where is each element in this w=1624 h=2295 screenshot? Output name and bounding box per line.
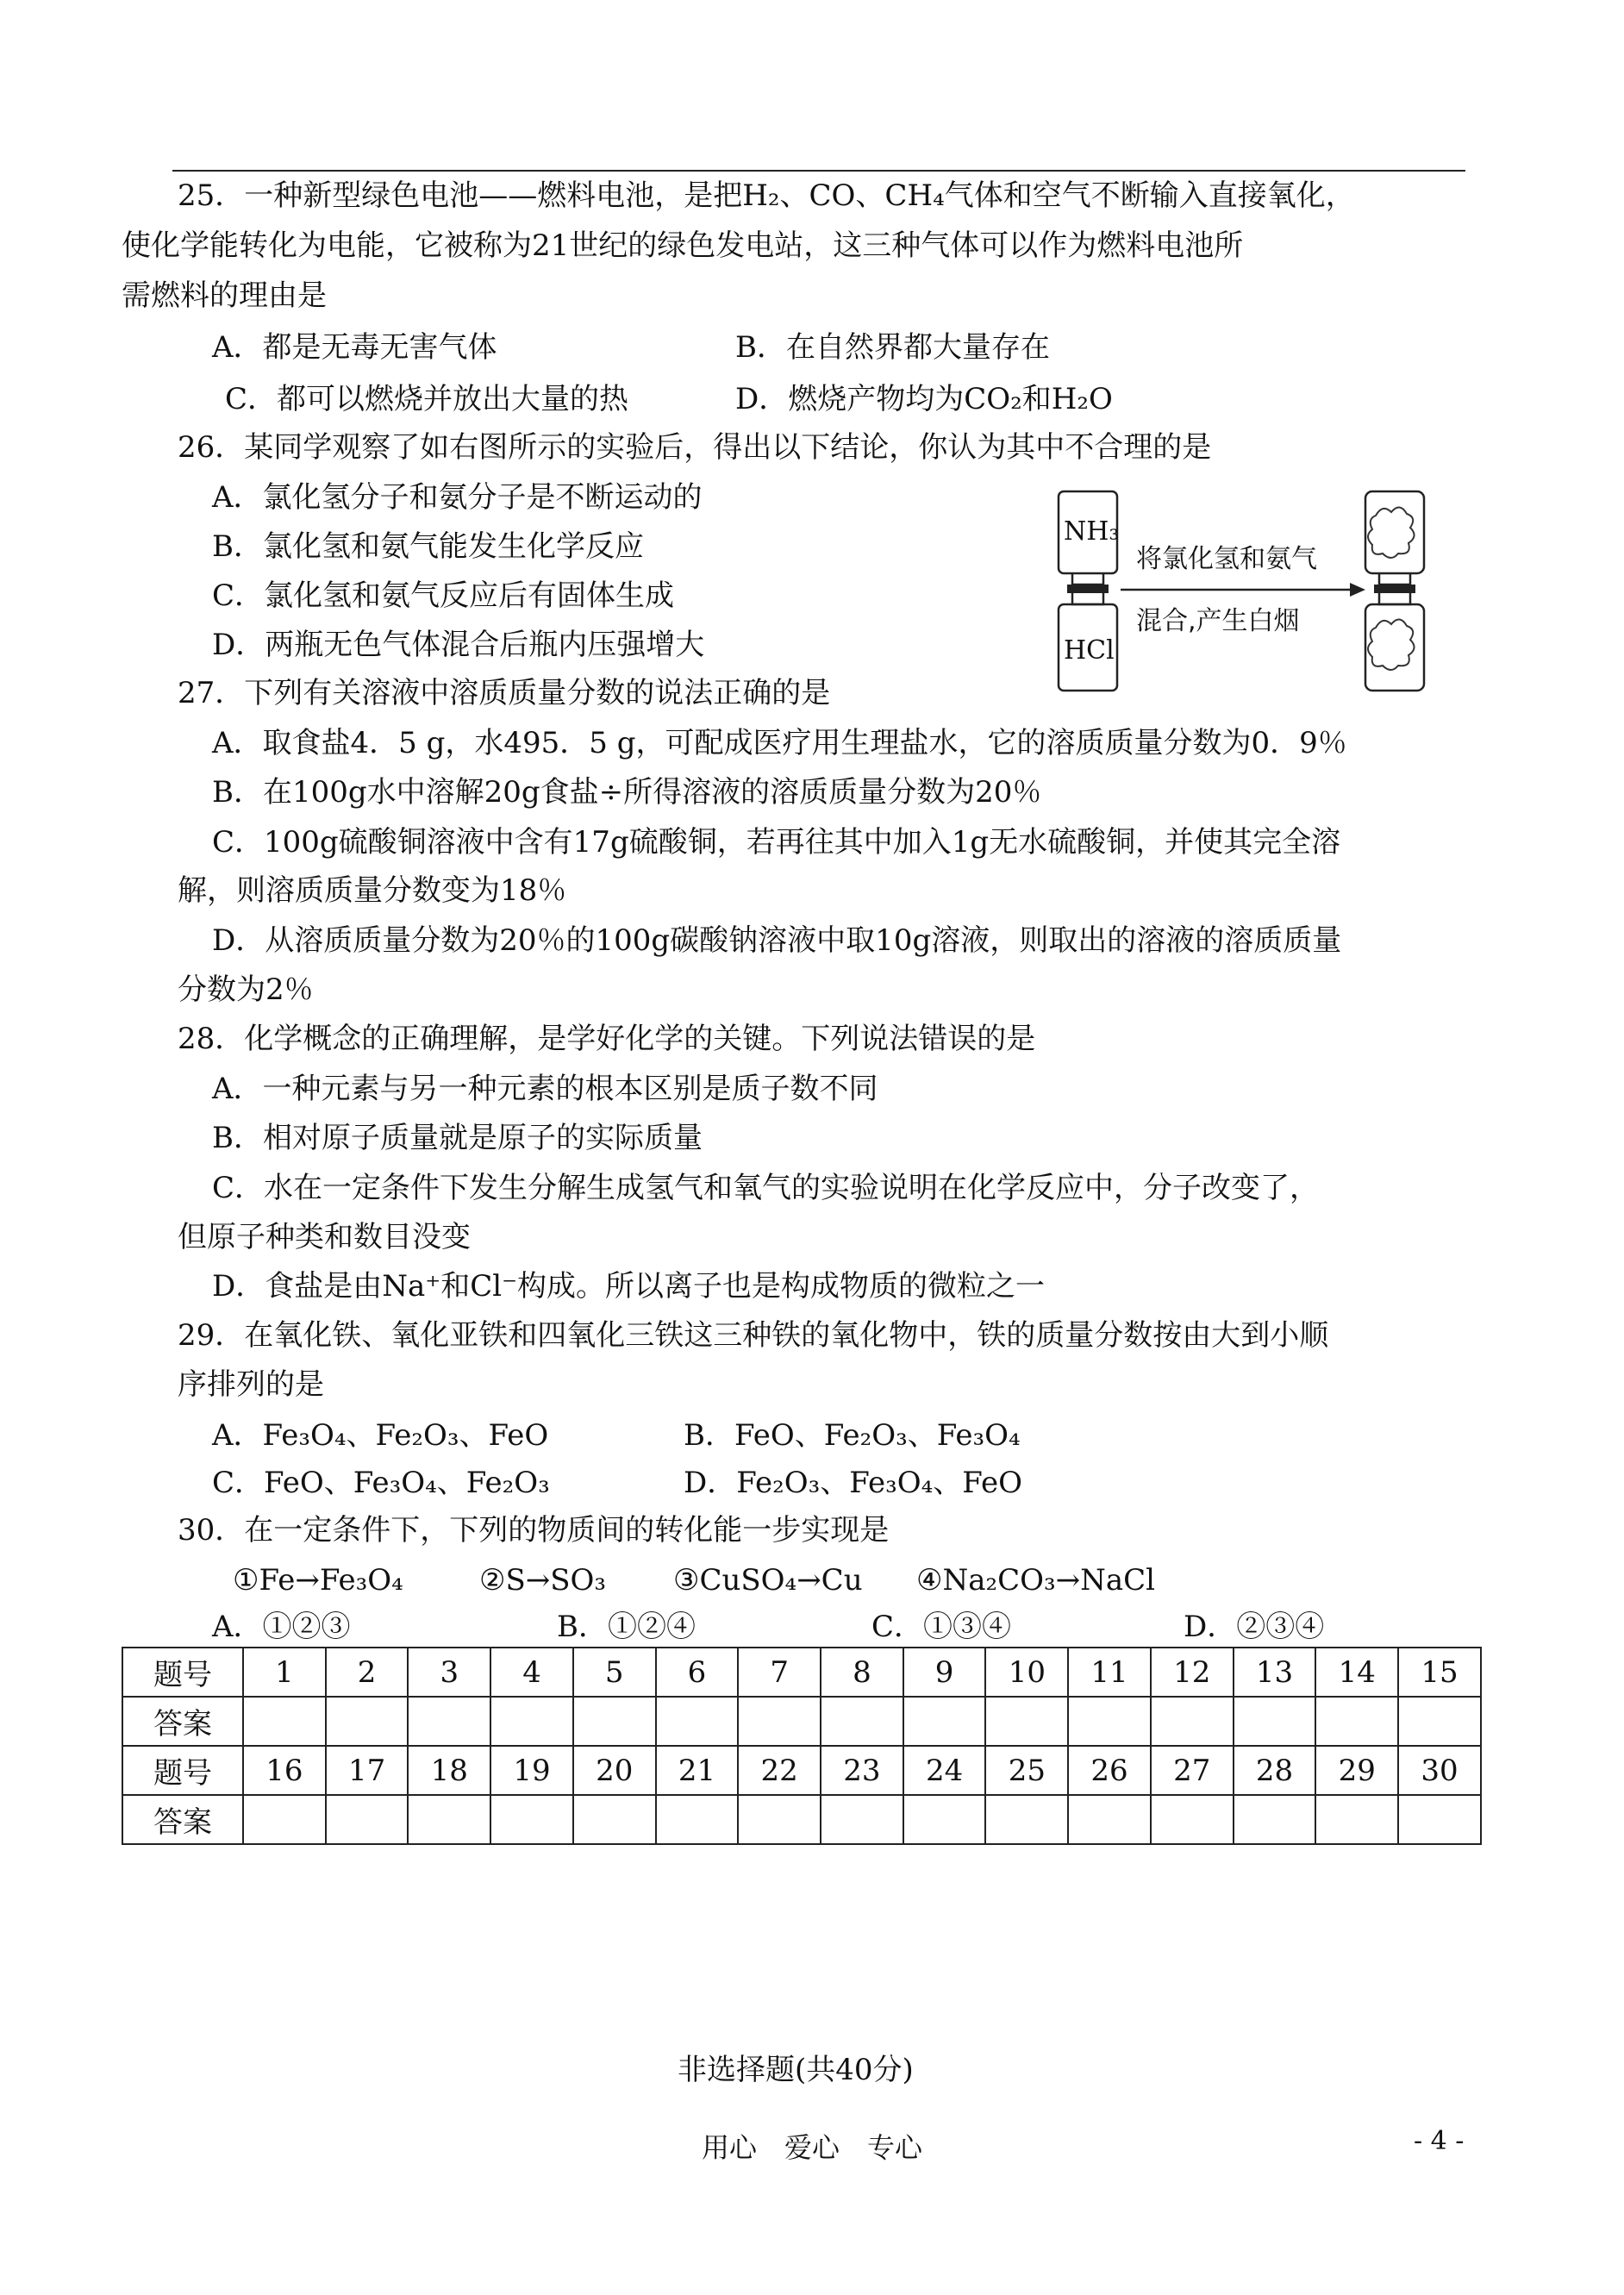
q30-item-2: ②S→SO₃ [479, 1563, 607, 1598]
question-number: 26 [1068, 1746, 1151, 1795]
nh3-label: NH₃ [1064, 516, 1120, 547]
answer-cell[interactable] [821, 1795, 903, 1844]
q25-option-b: B．在自然界都大量存在 [735, 330, 1050, 365]
q30-item-1: ①Fe→Fe₃O₄ [233, 1563, 403, 1598]
section-title: 非选择题(共40分) [678, 2053, 914, 2087]
q26-option-a: A．氯化氢分子和氨分子是不断运动的 [212, 480, 703, 515]
q29-option-d: D．Fe₂O₃、Fe₃O₄、FeO [684, 1466, 1022, 1500]
q30-item-3: ③CuSO₄→Cu [673, 1563, 863, 1598]
table-header-no: 题号 [122, 1746, 243, 1795]
answer-cell[interactable] [656, 1697, 739, 1746]
answer-cell[interactable] [326, 1697, 409, 1746]
table-row [122, 1697, 1481, 1746]
q28-option-a: A．一种元素与另一种元素的根本区别是质子数不同 [212, 1072, 878, 1106]
q25-line-2: 使化学能转化为电能，它被称为21世纪的绿色发电站，这三种气体可以作为燃料电池所 [122, 228, 1244, 263]
table-row [122, 1746, 1481, 1795]
answer-cell[interactable] [738, 1795, 821, 1844]
page-number: - 4 - [1414, 2126, 1465, 2156]
answer-cell[interactable] [326, 1795, 409, 1844]
answer-cell[interactable] [408, 1795, 490, 1844]
page-footer: 用心 爱心 专心 [701, 2131, 922, 2164]
answer-cell[interactable] [1398, 1697, 1481, 1746]
q25-option-d: D．燃烧产物均为CO₂和H₂O [735, 382, 1113, 416]
q25-option-c: C．都可以燃烧并放出大量的热 [225, 382, 629, 416]
table-header-answer: 答案 [122, 1795, 243, 1844]
q28-line-1: 28．化学概念的正确理解，是学好化学的关键。下列说法错误的是 [178, 1022, 1036, 1056]
q30-option-a: A．①②③ [212, 1610, 351, 1644]
question-number: 7 [738, 1648, 821, 1697]
question-number: 27 [1151, 1746, 1234, 1795]
q27-option-b: B．在100g水中溶解20g食盐÷所得溶液的溶质质量分数为20％ [212, 775, 1042, 810]
question-number: 21 [656, 1746, 739, 1795]
table-header-no: 题号 [122, 1648, 243, 1697]
answer-cell[interactable] [243, 1697, 326, 1746]
answer-table [122, 1647, 1482, 1845]
answer-cell[interactable] [1151, 1795, 1234, 1844]
question-number: 22 [738, 1746, 821, 1795]
q29-option-c: C．FeO、Fe₃O₄、Fe₂O₃ [212, 1466, 550, 1500]
table-row [122, 1648, 1481, 1697]
q29-option-b: B．FeO、Fe₂O₃、Fe₃O₄ [684, 1418, 1021, 1453]
question-number: 29 [1315, 1746, 1398, 1795]
answer-cell[interactable] [1234, 1697, 1316, 1746]
answer-cell[interactable] [738, 1697, 821, 1746]
question-number: 1 [243, 1648, 326, 1697]
question-number: 16 [243, 1746, 326, 1795]
question-number: 12 [1151, 1648, 1234, 1697]
q27-option-d: D．从溶质质量分数为20％的100g碳酸钠溶液中取10g溶液，则取出的溶液的溶质质量 [212, 923, 1342, 958]
arrow-text-bottom: 混合,产生白烟 [1136, 606, 1300, 636]
q26-option-d: D．两瓶无色气体混合后瓶内压强增大 [212, 628, 705, 662]
q25-line-1: 25．一种新型绿色电池——燃料电池，是把H₂、CO、CH₄气体和空气不断输入直接氧化， [178, 178, 1355, 213]
q29-line-1: 29．在氧化铁、氧化亚铁和四氧化三铁这三种铁的氧化物中，铁的质量分数按由大到小顺 [178, 1318, 1329, 1353]
q29-option-a: A．Fe₃O₄、Fe₂O₃、FeO [212, 1418, 549, 1453]
question-number: 13 [1234, 1648, 1316, 1697]
table-row [122, 1795, 1481, 1844]
answer-cell[interactable] [985, 1795, 1068, 1844]
q25-line-3: 需燃料的理由是 [122, 278, 327, 313]
question-number: 11 [1068, 1648, 1151, 1697]
answer-cell[interactable] [243, 1795, 326, 1844]
answer-cell[interactable] [821, 1697, 903, 1746]
question-number: 23 [821, 1746, 903, 1795]
experiment-figure [1057, 490, 1427, 693]
answer-cell[interactable] [573, 1795, 656, 1844]
table-header-answer: 答案 [122, 1697, 243, 1746]
question-number: 20 [573, 1746, 656, 1795]
q27-option-c: C．100g硫酸铜溶液中含有17g硫酸铜，若再往其中加入1g无水硫酸铜，并使其完全溶 [212, 825, 1341, 860]
question-number: 19 [490, 1746, 573, 1795]
answer-cell[interactable] [573, 1697, 656, 1746]
header-rule [172, 170, 1465, 172]
q27-line-1: 27．下列有关溶液中溶质质量分数的说法正确的是 [178, 676, 831, 710]
q28-option-c-cont: 但原子种类和数目没变 [178, 1220, 471, 1254]
question-number: 2 [326, 1648, 409, 1697]
q29-line-2: 序排列的是 [178, 1367, 324, 1402]
question-number: 6 [656, 1648, 739, 1697]
answer-cell[interactable] [490, 1697, 573, 1746]
q27-option-d-cont: 分数为2％ [178, 972, 314, 1007]
question-number: 5 [573, 1648, 656, 1697]
question-number: 18 [408, 1746, 490, 1795]
question-number: 17 [326, 1746, 409, 1795]
answer-cell[interactable] [1398, 1795, 1481, 1844]
q30-option-b: B．①②④ [557, 1610, 696, 1644]
q30-line-1: 30．在一定条件下，下列的物质间的转化能一步实现是 [178, 1513, 890, 1548]
question-number: 24 [903, 1746, 986, 1795]
answer-cell[interactable] [1315, 1697, 1398, 1746]
arrow-text-top: 将氯化氢和氨气 [1136, 544, 1317, 574]
q26-option-b: B．氯化氢和氨气能发生化学反应 [212, 529, 644, 564]
answer-cell[interactable] [1315, 1795, 1398, 1844]
question-number: 8 [821, 1648, 903, 1697]
q27-option-c-cont: 解，则溶质质量分数变为18％ [178, 873, 567, 908]
question-number: 9 [903, 1648, 986, 1697]
question-number: 10 [985, 1648, 1068, 1697]
question-number: 4 [490, 1648, 573, 1697]
question-number: 30 [1398, 1746, 1481, 1795]
q27-option-a: A．取食盐4．5 g，水495．5 g，可配成医疗用生理盐水，它的溶质质量分数为0．9％ [212, 726, 1347, 760]
answer-cell[interactable] [903, 1697, 986, 1746]
q30-option-d: D．②③④ [1184, 1610, 1325, 1644]
answer-cell[interactable] [408, 1697, 490, 1746]
question-number: 15 [1398, 1648, 1481, 1697]
question-number: 14 [1315, 1648, 1398, 1697]
answer-cell[interactable] [985, 1697, 1068, 1746]
q30-option-c: C．①③④ [871, 1610, 1012, 1644]
q26-option-c: C．氯化氢和氨气反应后有固体生成 [212, 578, 675, 613]
question-number: 3 [408, 1648, 490, 1697]
answer-cell[interactable] [490, 1795, 573, 1844]
q28-option-b: B．相对原子质量就是原子的实际质量 [212, 1121, 703, 1155]
q28-option-d: D．食盐是由Na⁺和Cl⁻构成。所以离子也是构成物质的微粒之一 [212, 1269, 1046, 1304]
answer-cell[interactable] [1068, 1697, 1151, 1746]
hcl-label: HCl [1064, 635, 1115, 666]
q28-option-c: C．水在一定条件下发生分解生成氢气和氧气的实验说明在化学反应中，分子改变了， [212, 1171, 1320, 1205]
q30-item-4: ④Na₂CO₃→NaCl [916, 1563, 1156, 1598]
answer-cell[interactable] [1151, 1697, 1234, 1746]
q25-option-a: A．都是无毒无害气体 [212, 330, 497, 365]
q26-line-1: 26．某同学观察了如右图所示的实验后，得出以下结论，你认为其中不合理的是 [178, 430, 1212, 465]
question-number: 25 [985, 1746, 1068, 1795]
answer-cell[interactable] [656, 1795, 739, 1844]
question-number: 28 [1234, 1746, 1316, 1795]
answer-cell[interactable] [903, 1795, 986, 1844]
answer-cell[interactable] [1234, 1795, 1316, 1844]
answer-cell[interactable] [1068, 1795, 1151, 1844]
